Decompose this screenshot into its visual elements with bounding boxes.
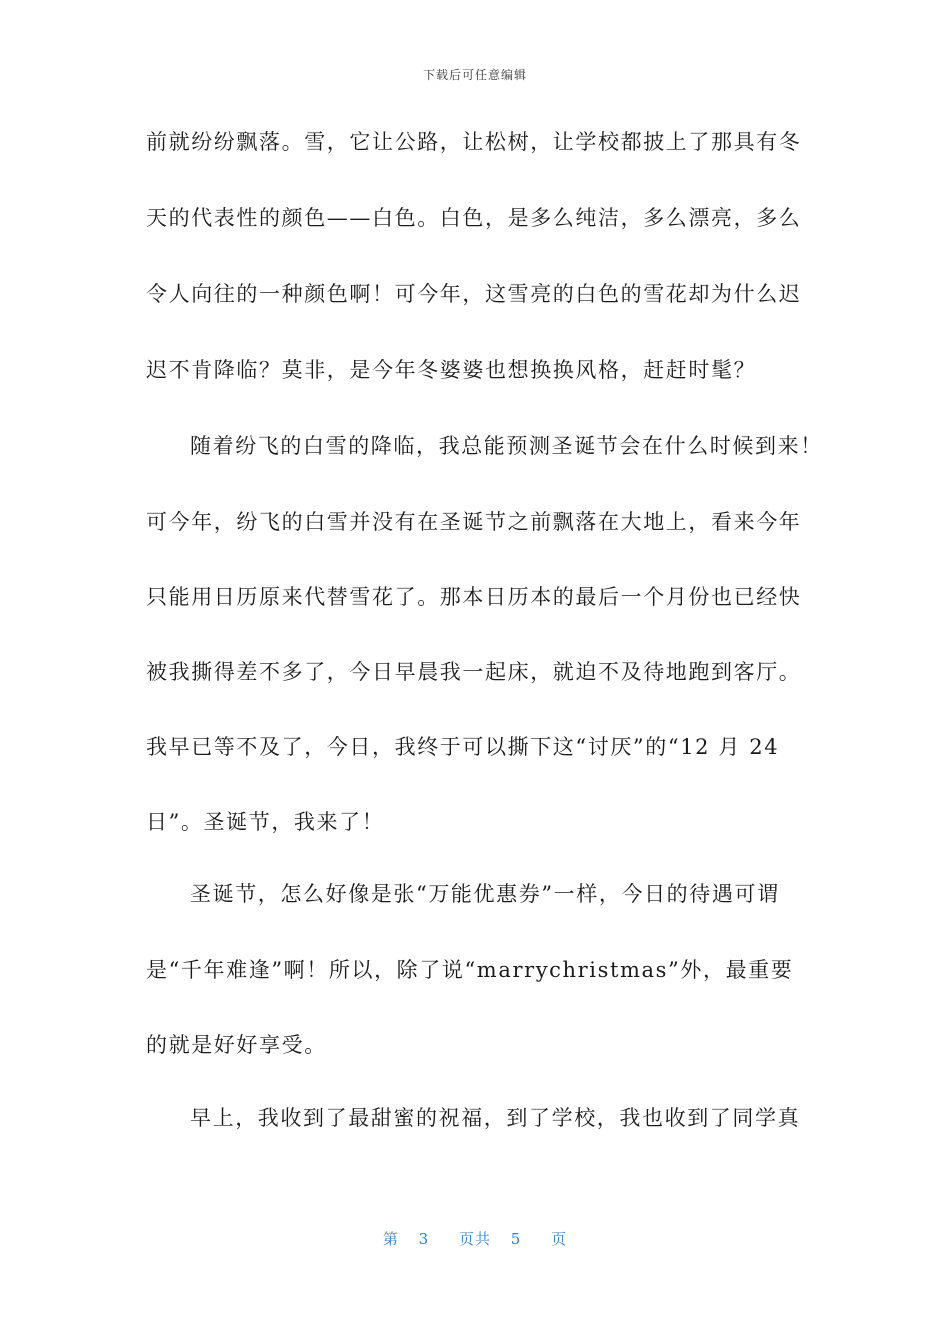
paragraph-line: 被我撕得差不多了，今日早晨我一起床，就迫不及待地跑到客厅。	[146, 660, 802, 684]
page-footer	[0, 1228, 950, 1249]
paragraph-line: 前就纷纷飘落。雪，它让公路，让松树，让学校都披上了那具有冬	[146, 130, 802, 154]
total-page-count: 5	[510, 1230, 522, 1248]
paragraph-line: 可今年，纷飞的白雪并没有在圣诞节之前飘落在大地上，看来今年	[146, 510, 802, 534]
page-label-middle: 页共	[458, 1230, 491, 1248]
paragraph-line: 令人向往的一种颜色啊！可今年，这雪亮的白色的雪花却为什么迟	[146, 282, 802, 306]
paragraph-line: 迟不肯降临？莫非，是今年冬婆婆也想换换风格，赶赶时髦？	[146, 358, 757, 382]
current-page-number: 3	[418, 1230, 430, 1248]
page-header: 下载后可任意编辑	[422, 68, 527, 82]
paragraph-line: 日”。圣诞节，我来了！	[146, 810, 385, 834]
paragraph-line: 随着纷飞的白雪的降临，我总能预测圣诞节会在什么时候到来！	[190, 434, 823, 458]
page-label-prefix: 第	[382, 1230, 399, 1248]
paragraph-line: 我早已等不及了，今日，我终于可以撕下这“讨厌”的“12 月 24	[146, 735, 780, 759]
paragraph-line: 的就是好好享受。	[146, 1033, 327, 1057]
paragraph-line: 只能用日历原来代替雪花了。那本日历本的最后一个月份也已经快	[146, 585, 802, 609]
page-label-suffix: 页	[551, 1230, 568, 1248]
paragraph-line: 早上，我收到了最甜蜜的祝福，到了学校，我也收到了同学真	[190, 1106, 801, 1130]
paragraph-line: 圣诞节，怎么好像是张“万能优惠券”一样，今日的待遇可谓	[190, 882, 780, 906]
paragraph-line: 是“千年难逢”啊！所以，除了说“marrychristmas”外，最重要	[146, 958, 794, 982]
paragraph-line: 天的代表性的颜色——白色。白色，是多么纯洁，多么漂亮，多么	[146, 206, 802, 230]
